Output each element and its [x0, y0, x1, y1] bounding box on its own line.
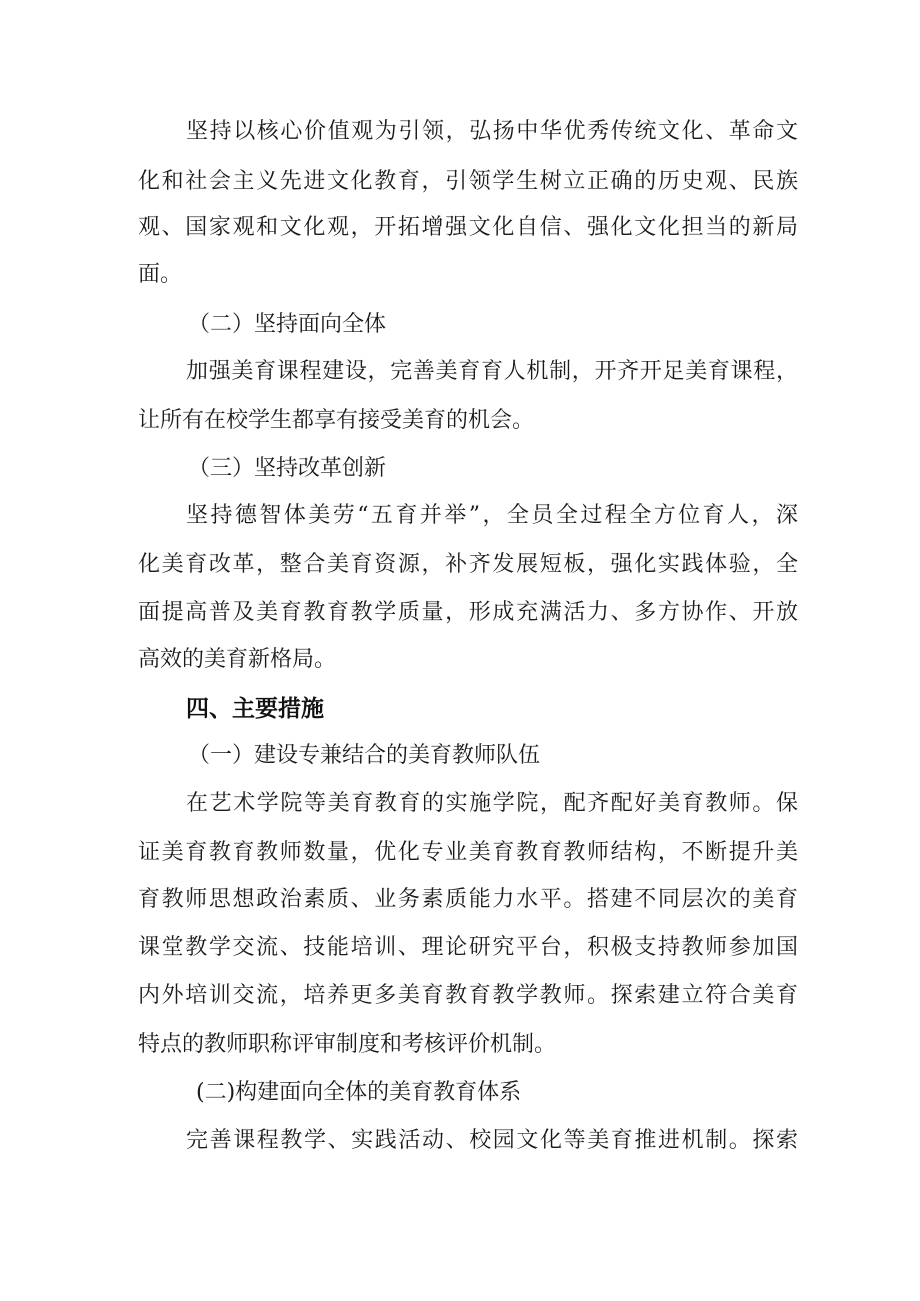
paragraph-line: 让所有在校学生都享有接受美育的机会。 — [138, 408, 535, 433]
paragraph-line: 课堂教学交流、技能培训、理论研究平台，积极支持教师参加国 — [138, 935, 798, 960]
paragraph-line: 证美育教育教师数量，优化专业美育教育教师结构，不断提升美 — [138, 840, 798, 865]
subheading: （二）坚持面向全体 — [188, 312, 387, 337]
paragraph-line: 高效的美育新格局。 — [138, 647, 337, 672]
paragraph-line: 加强美育课程建设，完善美育育人机制，开齐开足美育课程， — [186, 359, 798, 384]
paragraph-line: 内外培训交流，培养更多美育教育教学教师。探索建立符合美育 — [138, 983, 798, 1008]
paragraph-line: 化和社会主义先进文化教育，引领学生树立正确的历史观、民族 — [138, 169, 798, 194]
subheading: （一）建设专兼结合的美育教师队伍 — [188, 743, 541, 768]
paragraph-line: 育教师思想政治素质、业务素质能力水平。搭建不同层次的美育 — [138, 887, 798, 912]
section-heading: 四、主要措施 — [186, 696, 324, 722]
paragraph-line: 面提高普及美育教育教学质量，形成充满活力、多方协作、开放 — [138, 600, 798, 625]
paragraph-line: 化美育改革，整合美育资源，补齐发展短板，强化实践体验，全 — [138, 552, 798, 577]
paragraph-line: 坚持德智体美劳“五育并举”，全员全过程全方位育人，深 — [186, 503, 798, 528]
paragraph-line: 特点的教师职称评审制度和考核评价机制。 — [138, 1032, 557, 1057]
paragraph-line: 面。 — [138, 262, 183, 287]
paragraph-line: 完善课程教学、实践活动、校园文化等美育推进机制。探索 — [186, 1128, 798, 1153]
paragraph-line: 观、国家观和文化观，开拓增强文化自信、强化文化担当的新局 — [138, 215, 798, 240]
subheading: （三）坚持改革创新 — [188, 456, 387, 481]
paragraph-line: 坚持以核心价值观为引领，弘扬中华优秀传统文化、革命文 — [186, 119, 798, 144]
paragraph-line: 在艺术学院等美育教育的实施学院，配齐配好美育教师。保 — [186, 791, 798, 816]
subheading: (二)构建面向全体的美育教育体系 — [196, 1080, 522, 1105]
